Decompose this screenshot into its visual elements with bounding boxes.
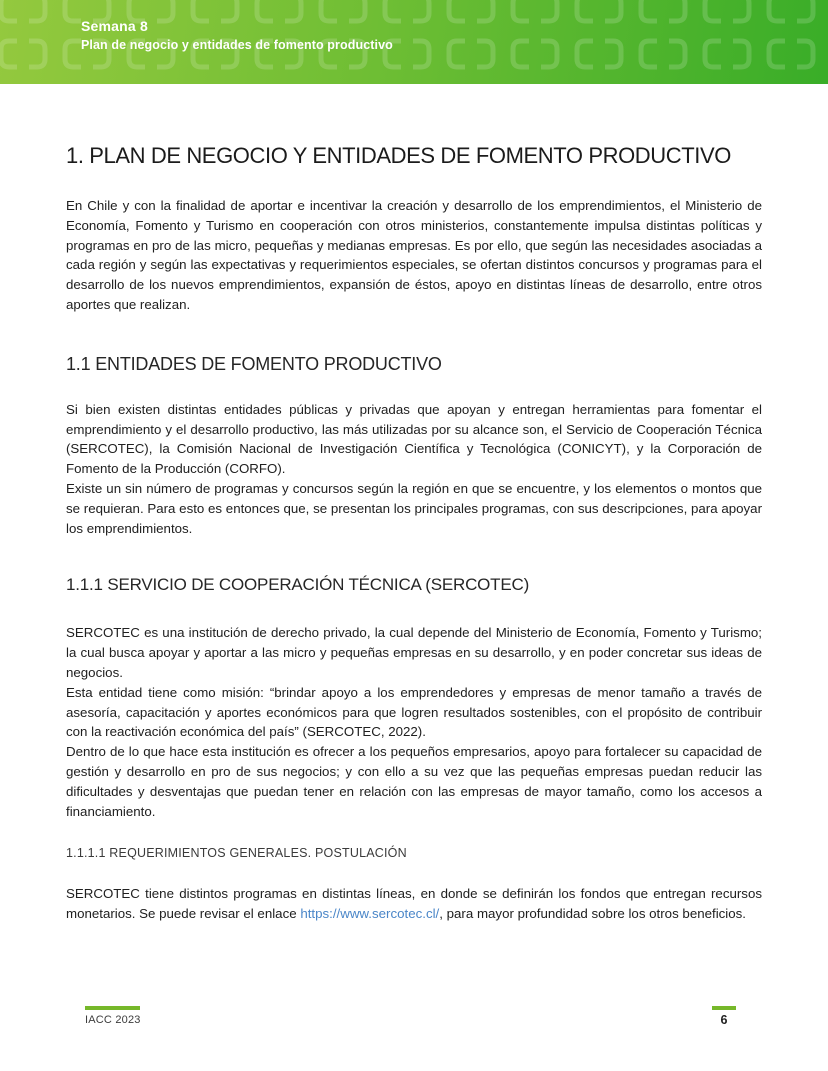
footer-right xyxy=(712,1006,736,1027)
section-1-1-1-1-heading: 1.1.1.1 REQUERIMIENTOS GENERALES. POSTULACIÓN xyxy=(66,846,407,861)
footer-right-accent-bar xyxy=(712,1006,736,1010)
section-1-1-paragraph-2: Existe un sin número de programas y concursos según la región en que se encuentre, y los elementos o montos que se requieran. Para esto es entonces que, se presentan los principales programas, con sus descripciones, para apoyar los emprendimientos. xyxy=(66,480,762,536)
paragraph-text-before-link: SERCOTEC tiene distintos programas en distintas líneas, en donde se definirán los fondos que entregan recursos monetarios. Se puede revisar el enlace xyxy=(66,886,762,922)
section-1-1-1-paragraph-3: Dentro de lo que hace esta institución es ofrecer a los pequeños empresarios, apoyo para fortalecer su capacidad de gestión y desarrollo en pro de sus negocios; y con ello a su vez que las pequeñas empresas puedan reducir las dificultades y desventajas que puedan tener en relación con las empresas de mayor tamaño, como los accesos a financiamiento. xyxy=(66,744,762,819)
section-1-1-1-paragraph-2: Esta entidad tiene como misión: “brindar apoyo a los emprendedores y empresas de menor tamaño a través de asesoría, capacitación y aportes económicos para que logren resultados sostenibles, con el propósito de contribuir con la reactivación económica del país” (SERCOTEC, 2022). xyxy=(66,684,762,740)
sercotec-link[interactable]: https://www.sercotec.cl/ xyxy=(300,906,440,922)
page-number: 6 xyxy=(720,1013,728,1027)
paragraph-text-after-link: , para mayor profundidad sobre los otros beneficios. xyxy=(439,906,746,922)
section-1-1-1-1-paragraph xyxy=(66,884,762,924)
document-content xyxy=(66,84,762,924)
section-1-1-1-heading: 1.1.1 SERVICIO DE COOPERACIÓN TÉCNICA (SERCOTEC) xyxy=(66,575,530,595)
banner-text xyxy=(81,19,393,52)
header-banner xyxy=(0,0,828,84)
section-1-1-paragraph-1: Si bien existen distintas entidades públicas y privadas que apoyan y entregan herramientas para fomentar el emprendimiento y el desarrollo productivo, las más utilizadas por su alcance son, el Servicio de Cooperación Técnica (SERCOTEC), la Comisión Nacional de Investigación Científica y Tecnológica (CONICYT), y la Corporación de Fomento de la Producción (CORFO). xyxy=(66,401,762,477)
banner-course-title: Plan de negocio y entidades de fomento productivo xyxy=(81,38,393,52)
footer-institution-label: IACC 2023 xyxy=(85,1014,141,1026)
banner-week-label: Semana 8 xyxy=(81,18,148,34)
section-1-1-1-paragraph-1: SERCOTEC es una institución de derecho privado, la cual depende del Ministerio de Economía, Fomento y Turismo; la cual busca apoyar y aportar a las micro y pequeñas empresas en su desarrollo, y en poder concretar sus ideas de negocios. xyxy=(66,625,762,680)
footer-left-accent-bar xyxy=(85,1006,140,1010)
footer-left xyxy=(85,1006,141,1026)
section-1-1-heading: 1.1 ENTIDADES DE FOMENTO PRODUCTIVO xyxy=(66,353,442,374)
page-title: 1. PLAN DE NEGOCIO Y ENTIDADES DE FOMENTO PRODUCTIVO xyxy=(66,143,731,168)
intro-paragraph: En Chile y con la finalidad de aportar e incentivar la creación y desarrollo de los emprendimientos, el Ministerio de Economía, Fomento y Turismo en cooperación con otros ministerios, constantemente impulsa distintas políticas y programas en pro de las micro, pequeñas y medianas empresas. Es por ello, que según las necesidades asociadas a cada región y según las expectativas y requerimientos especiales, se ofertan distintos concursos y programas para el desarrollo de los nuevos emprendimientos, expansión de éstos, apoyo en distintas líneas de desarrollo, entre otros aportes que realizan. xyxy=(66,198,762,312)
